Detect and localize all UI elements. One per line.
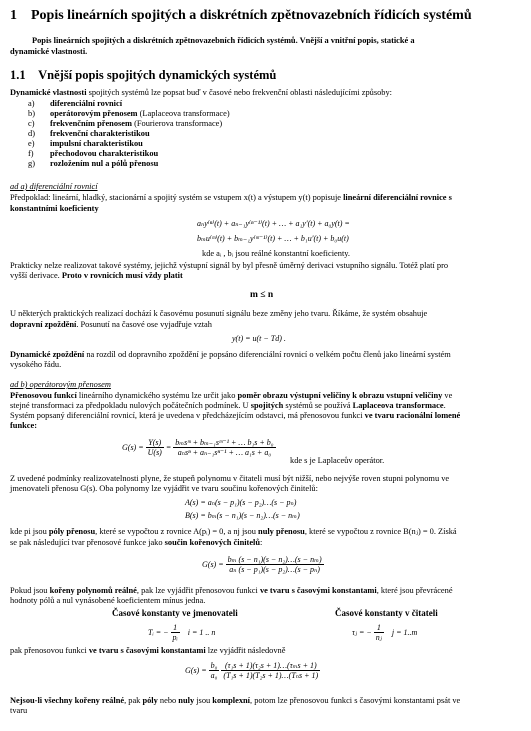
denominator: aₙsⁿ + aₙ₋₁sⁿ⁻¹ + … a₁s + a₀: [177, 448, 272, 458]
lhs: Tᵢ = −: [148, 627, 169, 637]
text: Systém popsaný diferenciální rovnicí, která je uvedena v předcházejícím odstavci, má přenosovou funkci: [10, 411, 365, 420]
text-line: hodnoty pólů a nul vynásobené koeficientem mínus jedna.: [10, 596, 206, 605]
text-line: [10, 696, 460, 706]
list-rest: (Laplaceova transformace): [137, 109, 230, 118]
bold-term: ve tvaru racionální lomené: [364, 411, 461, 420]
section-heading: [10, 69, 276, 83]
text: se pak následující tvar přenosové funkce jako: [10, 538, 165, 547]
fraction: [226, 555, 324, 575]
list-term: diferenciální rovnicí: [50, 99, 123, 108]
lhs: G(s) =: [185, 665, 207, 675]
transfer-function-rational: G(s) = $\frac{Y(s)}{U(s)}$ = $\frac{\text{bₘsᵐ + bₘ₋₁sᵐ⁻¹ + … b₁s + b₀}}{\text{aₙsⁿ + aₙ₋₁sⁿ⁻¹ + … a₁s + a₀}}$: [122, 438, 274, 458]
time-constant-tau: [352, 623, 417, 643]
bold-term: Laplaceova transformace: [352, 401, 444, 410]
bold-term: póly: [142, 696, 158, 705]
section-number: 1.1: [10, 68, 26, 82]
list-item: [28, 129, 150, 139]
text-line: vysokého řádu.: [10, 360, 62, 369]
bold-term: póly přenosu: [48, 527, 96, 536]
text-line: [10, 391, 452, 401]
realizability-condition: m ≤ n: [250, 290, 274, 300]
polynomial-b: B(s) = bₘ(s − n₁)(s − n₂)…(s − nₘ): [185, 511, 300, 520]
numerator: 1: [374, 623, 384, 633]
denominator: U(s): [147, 448, 162, 458]
list-term: přechodovou charakteristikou: [50, 149, 159, 158]
numerator: b₀: [210, 661, 218, 670]
fraction: [173, 438, 275, 458]
fraction: [209, 661, 220, 681]
bold-term: Dynamické vlastnosti: [10, 88, 87, 97]
text: systémů se používá: [283, 401, 353, 410]
list-item: [28, 119, 222, 129]
index-range: j = 1..m: [391, 627, 418, 637]
text: ve: [442, 391, 453, 400]
text: Pokud jsou: [10, 586, 50, 595]
list-term: frekvenční charakteristikou: [50, 129, 150, 138]
bold-term: komplexní: [212, 696, 250, 705]
text-line: [10, 646, 285, 656]
denominator: aₙ (s − p₁)(s − p₂)…(s − pₙ): [229, 565, 320, 575]
text: . Posunutí na časové ose vyjadřuje vztah: [76, 320, 212, 329]
index-range: i = 1 .. n: [187, 627, 216, 637]
text-line: U některých praktických realizací dochází k časovému posunutí signálu beze změny jeho tvaru. Říkáme, že systém obsahuje: [10, 309, 428, 318]
text: na rozdíl od dopravního zpoždění je popsáno diferenciální rovnicí o velkém počtu členů jako lineární systém: [84, 350, 451, 359]
chapter-title: Popis lineárních spojitých a diskrétních zpětnovazebních řídicích systémů: [31, 8, 472, 23]
list-marker: g): [28, 159, 35, 168]
text: kde pi jsou: [10, 527, 49, 536]
list-marker: a): [28, 99, 35, 108]
text: spojitých systémů lze popsat buď v časové nebo frekvenční oblasti následujícími způsoby:: [86, 88, 393, 97]
text-line: Z uvedené podmínky realizovatelnosti plyne, že stupeň polynomu v čitateli musí být nižší, nebo nejvýše roven stupni polynomu ve: [10, 474, 450, 483]
fraction: [221, 661, 320, 681]
bold-term: poměr obrazu výstupní veličiny k obrazu vstupní veličiny: [237, 391, 443, 400]
text-line: Prakticky nelze realizovat takové systémy, jejichž výstupní signál by byl přesně úměrný derivaci vstupního signálu. Totéž platí pro: [10, 261, 449, 270]
text-line: jmenovateli přenosu G(s). Oba polynomy lze vyjádřit ve tvaru součinu kořenových činitelů:: [10, 484, 318, 493]
bold-term: Nejsou-li všechny kořeny reálné: [10, 696, 125, 705]
bold-term: Proto v rovnicích musí vždy platit: [61, 271, 183, 280]
text-line: tvaru: [10, 706, 28, 715]
text: , pak lze vyjádřit přenosovou funkci: [136, 586, 260, 595]
list-term: operátorovým přenosem: [50, 109, 138, 118]
chapter-number: 1: [10, 8, 17, 23]
numerator: bₘ (s − n₁)(s − n₂)…(s − nₘ): [227, 555, 322, 564]
bold-term: ve tvaru s časovými konstantami: [259, 586, 377, 595]
text-line: se pak následující tvar přenosové funkce jako součin kořenových činitelů:: [10, 538, 263, 547]
text: , potom lze přenosovou funkci s časovými konstantami psát ve: [250, 696, 461, 705]
list-item: [28, 159, 158, 169]
lhs: τⱼ = −: [352, 627, 372, 637]
text: lineárního dynamického systému lze určit jako: [76, 391, 238, 400]
text-line: konstantními koeficienty: [10, 204, 99, 213]
bold-term: Dynamické zpoždění: [10, 350, 85, 359]
text-line: funkce:: [10, 421, 37, 430]
text: nebo: [157, 696, 179, 705]
text: , které jsou převrácené: [376, 586, 453, 595]
section-title: Vnější popis spojitých dynamických systémů: [38, 68, 277, 82]
time-constant-t: [148, 623, 215, 643]
denominator: nⱼ: [375, 633, 382, 643]
text-line: [10, 586, 453, 596]
fraction: [146, 438, 164, 458]
numerator: (τ₁s + 1)(τ₂s + 1)…(τₘs + 1): [221, 661, 320, 671]
denominator: pᵢ: [172, 633, 178, 643]
subsection-a-title: ad a) diferenciální rovnicí: [10, 182, 98, 191]
list-marker: b): [28, 109, 35, 118]
bold-term: nuly přenosu: [258, 527, 305, 536]
operator-note: kde s je Laplaceův operátor.: [290, 456, 385, 465]
list-marker: e): [28, 139, 35, 148]
intro-line-1: Popis lineárních spojitých a diskrétních zpětnovazebních řídicích systémů. Vnější a vnitřní popis, statické a: [32, 36, 415, 45]
numerator: 1: [171, 623, 180, 633]
time-constants-denominator-heading: Časové konstanty ve jmenovateli: [112, 608, 238, 618]
text-line: [10, 193, 452, 203]
bold-term: kořeny polynomů reálné: [49, 586, 137, 595]
text: funkce: [10, 421, 35, 430]
time-constants-numerator-heading: Časové konstanty v čitateli: [335, 608, 438, 618]
text: stejné transformaci za předpokladu nulových počátečních podmínek. U: [10, 401, 251, 410]
denominator: a₀: [210, 671, 218, 681]
coefficient-note: kde aᵢ , bᵢ jsou reálné konstantní koeficienty.: [202, 249, 351, 258]
list-marker: d): [28, 129, 35, 138]
text: jsou: [194, 696, 213, 705]
list-term: frekvenčním přenosem: [50, 119, 132, 128]
transfer-function-time-constants: [185, 661, 320, 681]
list-item: [28, 109, 230, 119]
diff-equation-line-2: bₘu⁽ᵐ⁾(t) + bₘ₋₁y⁽ᵐ⁻¹⁾(t) + … + b₁u′(t) + b₀u(t): [197, 234, 349, 243]
lhs: G(s) =: [202, 559, 224, 569]
text-line: stejné transformaci za předpokladu nulových počátečních podmínek. U spojitých systémů se používá Laplaceova transformace.: [10, 401, 446, 410]
list-item: [28, 149, 158, 159]
list-item: [28, 139, 143, 149]
numerator: Y(s): [146, 438, 164, 448]
list-item: [28, 99, 122, 109]
diff-equation-line-1: aₙy⁽ⁿ⁾(t) + aₙ₋₁y⁽ⁿ⁻¹⁾(t) + … + a₁y′(t) + a₀y(t) =: [197, 219, 350, 228]
bold-term: spojitých: [250, 401, 284, 410]
intro-line-2: dynamické vlastnosti.: [10, 47, 88, 56]
text: vyšší derivace.: [10, 271, 62, 280]
list-term: rozložením nul a pólů přenosu: [50, 159, 159, 168]
chapter-heading: [10, 8, 472, 23]
bold-term: Přenosovou funkcí: [10, 391, 77, 400]
text: , které se vypočtou z rovnice A(pᵢ) = 0, a nj jsou: [95, 527, 259, 536]
text: , které se vypočtou z rovnice B(nⱼ) = 0. Získá: [304, 527, 457, 536]
text: lze vyjádřit následovně: [205, 646, 286, 655]
text-line: [10, 411, 460, 421]
bold-term: součin kořenových činitelů: [164, 538, 261, 547]
fraction: [171, 623, 180, 643]
bold-term: ve tvaru s časovými konstantami: [88, 646, 206, 655]
list-marker: c): [28, 119, 35, 128]
list-rest: (Fourierova transformace): [131, 119, 223, 128]
text-line: [10, 527, 457, 537]
subsection-b-title: ad b) operátorovým přenosem: [10, 380, 111, 389]
text-line: [10, 320, 212, 330]
text-line: [10, 350, 451, 360]
transfer-function-roots: [202, 555, 324, 575]
text: Předpoklad: lineární, hladký, stacionární a spojitý systém se vstupem x(t) a výstupem y(t) popisuje: [10, 193, 344, 202]
bold-term: dopravní zpoždění: [10, 320, 77, 329]
list-term: impulsní charakteristikou: [50, 139, 143, 148]
denominator: (T₁s + 1)(T₂s + 1)…(Tₙs + 1): [223, 671, 319, 681]
polynomial-a: A(s) = aₙ(s − p₁)(s − p₂)…(s − pₙ): [185, 498, 297, 507]
text: pak přenosovou funkci: [10, 646, 89, 655]
text-line: [10, 271, 183, 281]
numerator: bₘsᵐ + bₘ₋₁sᵐ⁻¹ + … b₁s + b₀: [175, 438, 274, 447]
fraction: [374, 623, 384, 643]
bold-term: lineární diferenciální rovnice s: [343, 193, 452, 202]
lhs: G(s) =: [122, 442, 144, 452]
list-marker: f): [28, 149, 34, 158]
bold-term: nuly: [178, 696, 195, 705]
text: , pak: [124, 696, 143, 705]
paragraph-dynamic: [10, 88, 392, 98]
delay-equation: y(t) = u(t − Td) .: [232, 334, 286, 343]
